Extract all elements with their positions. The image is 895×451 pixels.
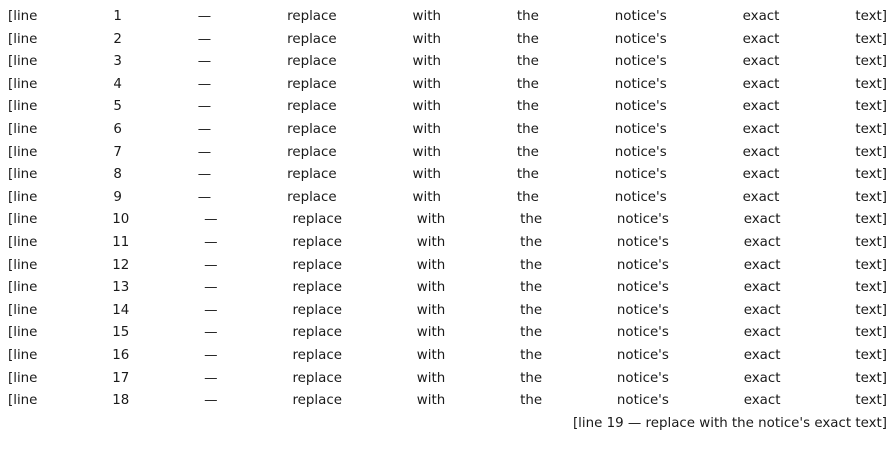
notice-line-4: [line 4 — replace with the notice's exact text] [8,76,887,92]
notice-line-7: [line 7 — replace with the notice's exact text] [8,144,887,160]
notice-line-13: [line 13 — replace with the notice's exact text] [8,280,887,296]
notice-line-16: [line 16 — replace with the notice's exact text] [8,347,887,363]
notice-line-8: [line 8 — replace with the notice's exact text] [8,167,887,183]
notice-line-19: [line 19 — replace with the notice's exact text] [572,415,887,431]
notice-line-17: [line 17 — replace with the notice's exact text] [8,370,887,386]
notice-line-11: [line 11 — replace with the notice's exact text] [8,234,887,250]
notice-line-15: [line 15 — replace with the notice's exact text] [8,325,887,341]
notice-line-5: [line 5 — replace with the notice's exact text] [8,99,887,115]
notice-line-12: [line 12 — replace with the notice's exact text] [8,257,887,273]
notice-line-6: [line 6 — replace with the notice's exact text] [8,121,887,137]
notice-line-18: [line 18 — replace with the notice's exact text] [8,393,887,409]
notice-line-2: [line 2 — replace with the notice's exact text] [8,31,887,47]
notice-line-1: [line 1 — replace with the notice's exact text] [8,9,887,24]
notice-line-3: [line 3 — replace with the notice's exact text] [8,54,887,70]
notice-line-10: [line 10 — replace with the notice's exact text] [8,212,887,228]
notice-line-14: [line 14 — replace with the notice's exact text] [8,302,887,318]
notice-line-9: [line 9 — replace with the notice's exact text] [8,189,887,205]
